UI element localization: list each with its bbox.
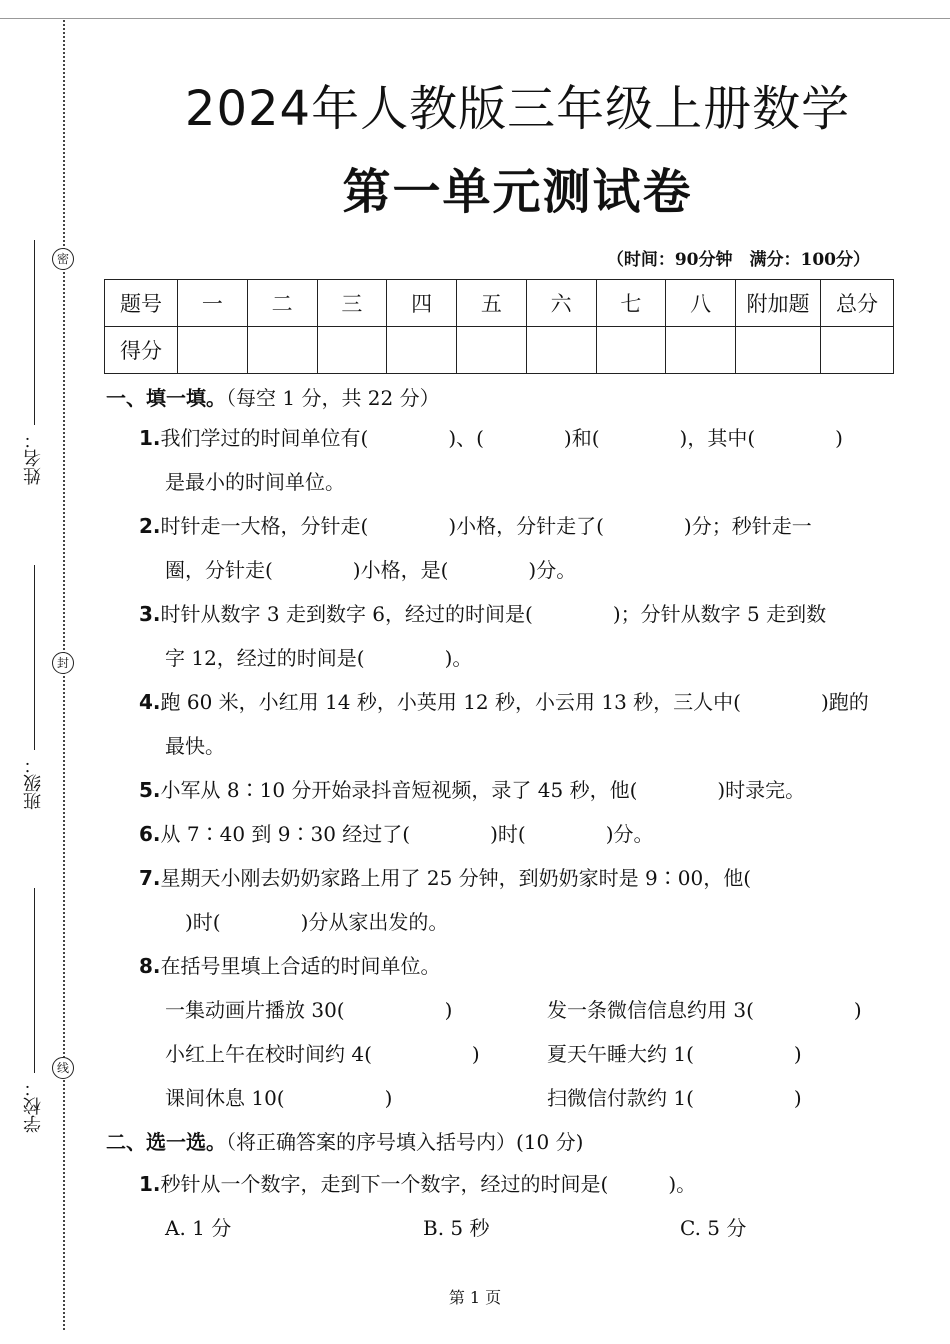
option-b[interactable]: B. 5 秒 bbox=[423, 1216, 490, 1240]
fill-item: 小红上午在校时间约 4( ) bbox=[165, 1042, 480, 1066]
score-input-cell[interactable] bbox=[457, 327, 527, 374]
score-table-header-row bbox=[105, 280, 894, 327]
score-input-cell[interactable] bbox=[736, 327, 821, 374]
question-number: 5. bbox=[139, 778, 161, 802]
score-cell: 四 bbox=[387, 280, 457, 327]
page-title: 2024年人教版三年级上册数学 bbox=[184, 81, 851, 137]
question-5 bbox=[139, 768, 895, 812]
score-cell: 附加题 bbox=[736, 280, 821, 327]
section-1-title: 一、填一填。 bbox=[106, 386, 226, 410]
exam-meta: （时间：90分钟 满分：100分） bbox=[606, 250, 870, 270]
score-cell: 七 bbox=[596, 280, 666, 327]
fill-item: 一集动画片播放 30( ) bbox=[165, 998, 453, 1022]
question-text: 从 7∶40 到 9∶30 经过了( )时( )分。 bbox=[160, 822, 654, 846]
score-input-cell[interactable] bbox=[247, 327, 317, 374]
fill-item: 发一条微信信息约用 3( ) bbox=[547, 998, 862, 1022]
fill-item: 夏天午睡大约 1( ) bbox=[547, 1042, 802, 1066]
question-text: 我们学过的时间单位有( )、( )和( )，其中( ) bbox=[160, 426, 843, 450]
score-cell: 一 bbox=[178, 280, 248, 327]
question-2 bbox=[139, 504, 895, 548]
question-text: 在括号里填上合适的时间单位。 bbox=[160, 954, 441, 978]
question-text: 星期天小刚去奶奶家路上用了 25 分钟，到奶奶家时是 9∶00，他( bbox=[160, 866, 752, 890]
score-cell: 总分 bbox=[821, 280, 894, 327]
score-cell: 三 bbox=[317, 280, 387, 327]
question-number: 8. bbox=[139, 954, 161, 978]
seal-mi: 密 bbox=[52, 248, 74, 270]
question-6 bbox=[139, 812, 895, 856]
score-input-cell[interactable] bbox=[526, 327, 596, 374]
section-2-heading bbox=[106, 1126, 583, 1155]
page-number: 第 1 页 bbox=[448, 1288, 502, 1307]
score-table-score-row bbox=[105, 327, 894, 374]
seal-feng: 封 bbox=[52, 652, 74, 674]
score-cell: 八 bbox=[666, 280, 736, 327]
score-cell: 六 bbox=[526, 280, 596, 327]
fill-item: 课间休息 10( ) bbox=[165, 1086, 393, 1110]
option-a[interactable]: A. 1 分 bbox=[165, 1216, 232, 1240]
question-number: 4. bbox=[139, 690, 161, 714]
score-cell: 得分 bbox=[105, 327, 178, 374]
question-text: 时针走一大格，分针走( )小格，分针走了( )分；秒针走一 bbox=[160, 514, 812, 538]
score-cell: 二 bbox=[247, 280, 317, 327]
question-7-cont: )时( )分从家出发的。 bbox=[165, 910, 449, 934]
question-3 bbox=[139, 592, 895, 636]
score-input-cell[interactable] bbox=[178, 327, 248, 374]
seal-xian: 线 bbox=[52, 1057, 74, 1079]
question-text: 跑 60 米，小红用 14 秒，小英用 12 秒，小云用 13 秒，三人中( )跑的 bbox=[160, 690, 869, 714]
question-number: 7. bbox=[139, 866, 161, 890]
choice-question-1 bbox=[139, 1162, 895, 1206]
score-table bbox=[104, 279, 894, 374]
question-2-cont: 圈，分针走( )小格，是( )分。 bbox=[165, 558, 577, 582]
question-4 bbox=[139, 680, 895, 724]
score-input-cell[interactable] bbox=[821, 327, 894, 374]
score-input-cell[interactable] bbox=[387, 327, 457, 374]
question-number: 3. bbox=[139, 602, 161, 626]
question-number: 1. bbox=[139, 1172, 161, 1196]
question-number: 2. bbox=[139, 514, 161, 538]
section-2-note: （将正确答案的序号填入括号内）(10 分) bbox=[226, 1130, 584, 1154]
school-label: 学校： bbox=[23, 1079, 44, 1133]
section-1-heading bbox=[106, 382, 440, 411]
school-field[interactable] bbox=[22, 888, 46, 1133]
name-label: 姓名： bbox=[23, 431, 44, 485]
top-rule bbox=[0, 18, 950, 19]
score-cell: 题号 bbox=[105, 280, 178, 327]
question-1-cont: 是最小的时间单位。 bbox=[165, 470, 345, 494]
option-c[interactable]: C. 5 分 bbox=[680, 1216, 747, 1240]
question-3-cont: 字 12，经过的时间是( )。 bbox=[165, 646, 473, 670]
question-text: 秒针从一个数字，走到下一个数字，经过的时间是( )。 bbox=[160, 1172, 697, 1196]
question-text: 小军从 8∶10 分开始录抖音短视频，录了 45 秒，他( )时录完。 bbox=[160, 778, 806, 802]
question-number: 1. bbox=[139, 426, 161, 450]
score-input-cell[interactable] bbox=[666, 327, 736, 374]
question-7 bbox=[139, 856, 895, 900]
score-input-cell[interactable] bbox=[317, 327, 387, 374]
question-1 bbox=[139, 416, 895, 460]
question-text: 时针从数字 3 走到数字 6，经过的时间是( )；分针从数字 5 走到数 bbox=[160, 602, 827, 626]
class-field[interactable] bbox=[22, 565, 46, 810]
score-input-cell[interactable] bbox=[596, 327, 666, 374]
binding-dotted-line bbox=[63, 20, 65, 1330]
page-subtitle: 第一单元测试卷 bbox=[342, 164, 693, 220]
fill-item: 扫微信付款约 1( ) bbox=[547, 1086, 802, 1110]
question-number: 6. bbox=[139, 822, 161, 846]
question-4-cont: 最快。 bbox=[165, 734, 225, 758]
score-cell: 五 bbox=[457, 280, 527, 327]
question-8 bbox=[139, 944, 895, 988]
section-1-note: （每空 1 分，共 22 分） bbox=[226, 386, 440, 410]
section-2-title: 二、选一选。 bbox=[106, 1130, 226, 1154]
name-field[interactable] bbox=[22, 240, 46, 485]
class-label: 班级： bbox=[23, 756, 44, 810]
